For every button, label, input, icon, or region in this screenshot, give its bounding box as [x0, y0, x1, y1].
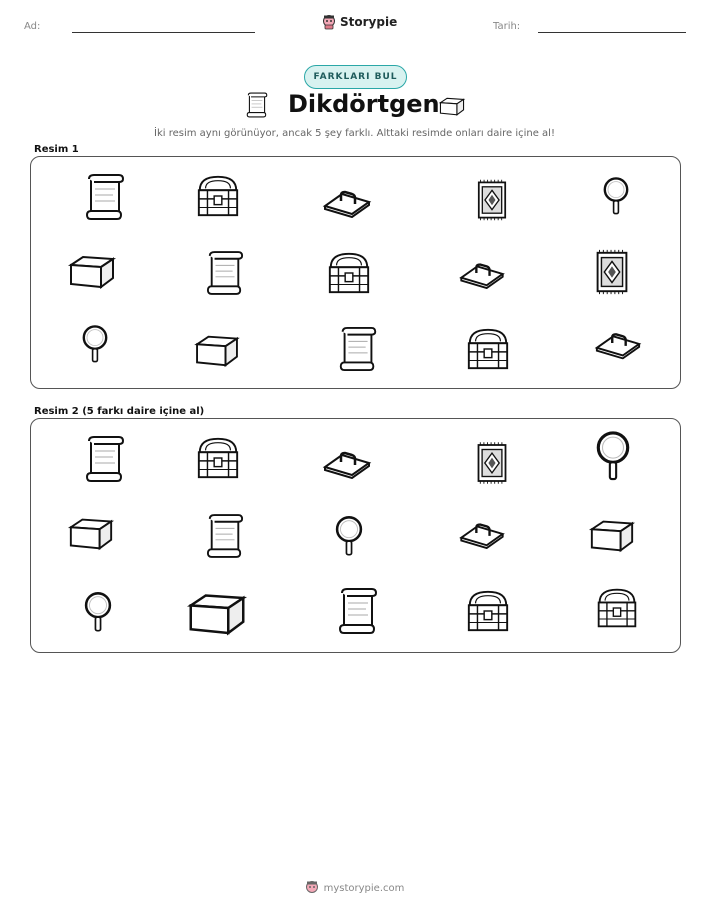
brand-logo [322, 14, 397, 30]
cube-icon[interactable] [184, 588, 250, 638]
tray-icon[interactable] [322, 184, 372, 218]
section1-label: Resim 1 [34, 144, 79, 155]
treasure-chest-icon[interactable] [592, 586, 642, 630]
tray-icon[interactable] [458, 517, 506, 549]
storypie-footer-icon [305, 880, 319, 896]
scroll-icon[interactable] [206, 513, 244, 559]
name-line[interactable] [72, 32, 255, 33]
rug-icon[interactable] [474, 178, 510, 222]
tray-icon[interactable] [458, 257, 506, 289]
rug-icon[interactable] [474, 438, 510, 488]
cube-icon[interactable] [67, 513, 115, 553]
section2-label: Resim 2 (5 farkı daire içine al) [34, 406, 205, 417]
cube-icon[interactable] [588, 515, 636, 555]
instructions: İki resim aynı görünüyor, ancak 5 şey farklı. Alttaki resimde onları daire içine al! [154, 128, 555, 139]
footer-url[interactable]: mystorypie.com [323, 882, 405, 894]
tray-icon[interactable] [322, 445, 372, 479]
title-scroll-icon [244, 92, 270, 118]
scroll-icon[interactable] [85, 435, 125, 483]
treasure-chest-icon[interactable] [325, 250, 373, 296]
scroll-icon[interactable] [338, 587, 378, 635]
date-line[interactable] [538, 32, 686, 33]
cube-icon[interactable] [67, 251, 117, 291]
brand-name: Storypie [340, 15, 398, 29]
storypie-mascot-icon [322, 14, 336, 30]
footer [0, 880, 709, 896]
date-label: Tarih: [493, 21, 521, 32]
title-cube-icon [437, 95, 467, 117]
magnifier-icon[interactable] [592, 425, 634, 487]
cube-icon[interactable] [193, 331, 241, 369]
tray-icon[interactable] [594, 326, 642, 360]
treasure-chest-icon[interactable] [194, 173, 242, 219]
activity-badge: FARKLARI BUL [304, 65, 407, 89]
scroll-icon[interactable] [85, 173, 125, 221]
treasure-chest-icon[interactable] [464, 588, 512, 634]
magnifier-icon[interactable] [600, 173, 632, 219]
magnifier-icon[interactable] [79, 320, 111, 368]
treasure-chest-icon[interactable] [194, 435, 242, 481]
magnifier-icon[interactable] [81, 589, 115, 635]
page-title: Dikdörtgen [288, 90, 440, 118]
magnifier-icon[interactable] [332, 513, 366, 559]
rug-icon[interactable] [592, 248, 632, 296]
name-label: Ad: [24, 21, 41, 32]
treasure-chest-icon[interactable] [464, 326, 512, 372]
scroll-icon[interactable] [206, 250, 244, 296]
scroll-icon[interactable] [338, 326, 378, 372]
